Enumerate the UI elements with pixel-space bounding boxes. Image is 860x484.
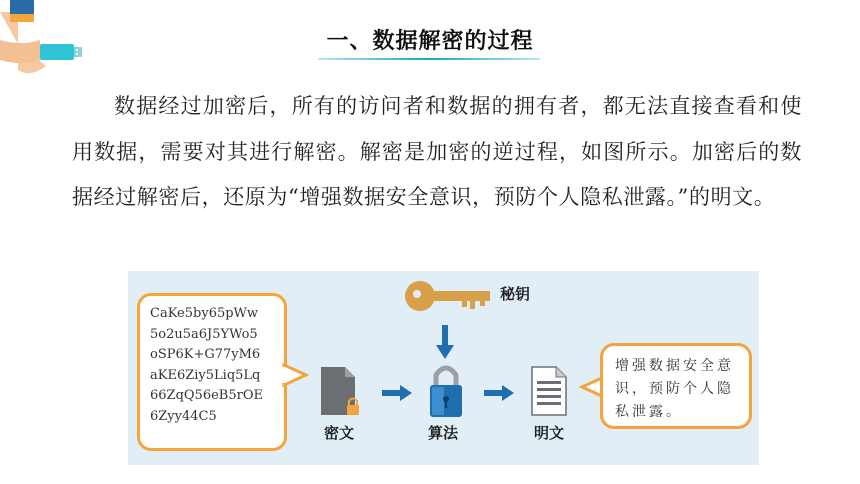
ciphertext-label: 密文	[324, 424, 355, 442]
body-paragraph: 数据经过加密后，所有的访问者和数据的拥有者，都无法直接查看和使用数据，需要对其进行解密。解密是加密的逆过程，如图所示。加密后的数据经过解密后，还原为“增强数据安全意识，预防个人隐私泄露。”的明文。	[72, 94, 802, 209]
bubble-pointer	[284, 361, 308, 391]
page-title: 一、数据解密的过程	[326, 29, 534, 54]
padlock-icon	[428, 363, 464, 419]
key-icon	[404, 279, 496, 315]
title-underline	[318, 58, 540, 60]
arrow-right-icon	[484, 385, 514, 401]
document-lock-icon	[321, 367, 361, 419]
ciphertext-line: aKE6Ziy5Liq5Lq	[150, 367, 261, 383]
ciphertext-line: oSP6K+G77yM6	[150, 347, 261, 362]
ciphertext-line: 6Zyy44C5	[150, 408, 217, 424]
ciphertext-line: 66ZqQ56eB5rOE	[150, 388, 263, 403]
decryption-diagram	[128, 271, 759, 465]
ciphertext-bubble	[137, 293, 287, 451]
document-icon	[532, 367, 566, 417]
algorithm-label: 算法	[428, 424, 459, 442]
plaintext-label: 明文	[534, 424, 565, 442]
arrow-down-icon	[436, 325, 454, 359]
ciphertext-line: 5o2u5a6J5YWo5	[150, 326, 258, 342]
arrow-right-icon	[382, 385, 412, 401]
plaintext-bubble: 增强数据安全意识，预防个人隐私泄露。	[600, 343, 752, 429]
ciphertext-line: CaKe5by65pWw	[150, 306, 259, 321]
key-label: 秘钥	[500, 285, 531, 303]
